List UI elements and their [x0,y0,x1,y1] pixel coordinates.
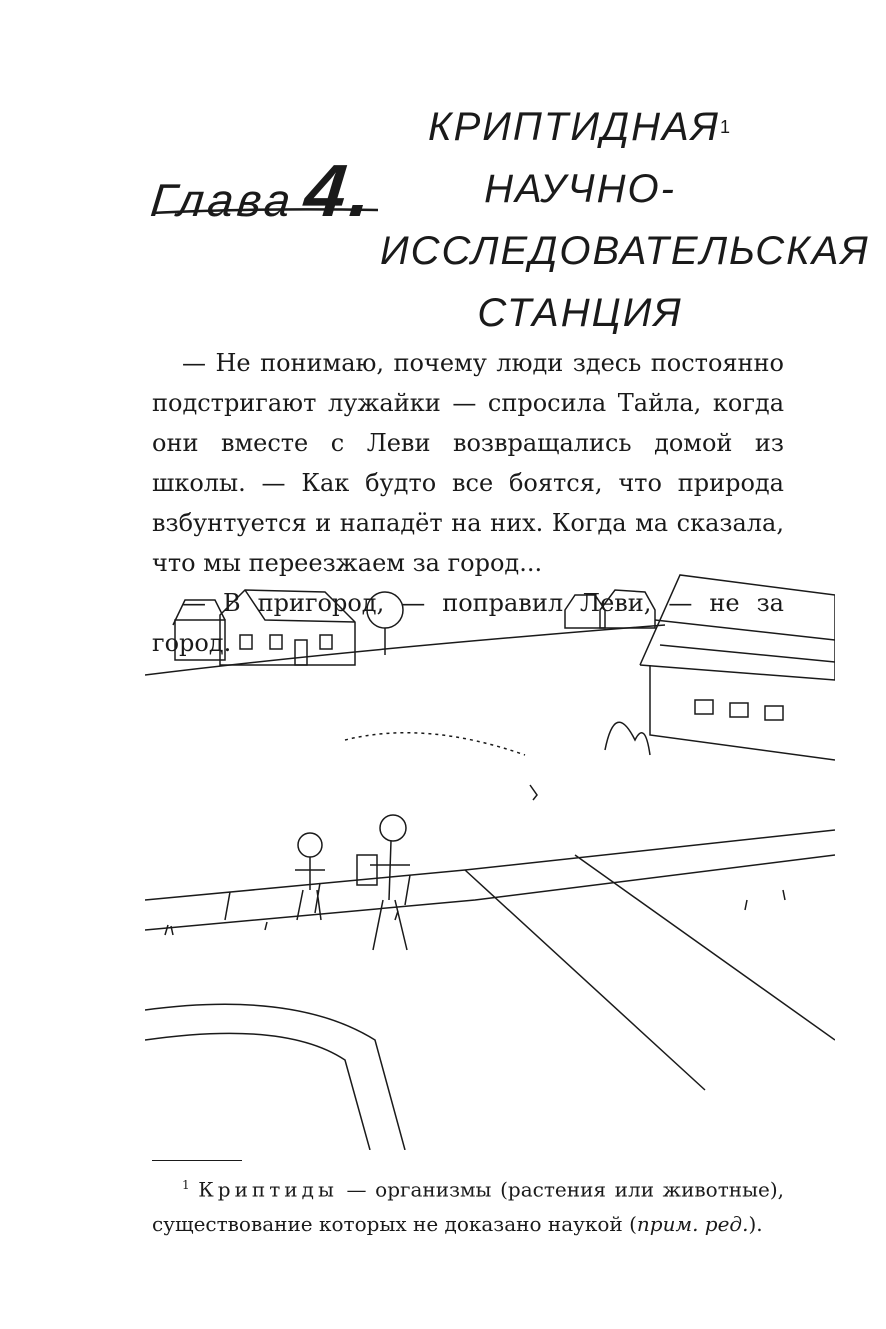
paragraph: — В пригород, — поправил Леви, — не за город. [152,589,784,657]
paragraph: — Не понимаю, почему люди здесь постоянно подстригают лужайки — спросила Тайла, когда они вместе с Леви возвращались домой из школы. — Как будто все боятся, что природа взбунтуется и нападёт на них. Когда ма сказала, что мы переезжаем за город... [152,349,784,577]
title-footnote-mark: 1 [719,117,732,137]
chapter-word: Глава [148,174,297,226]
house-left-drawing [173,590,355,665]
title-line-1: КРИПТИДНАЯ [428,105,720,149]
chapter-label [148,148,380,233]
chapter-title [380,96,870,344]
street-illustration [145,570,835,1150]
footnote-text: — организмы (растения или животные), существование которых не доказано наукой ( [152,1177,785,1236]
title-line-3: ИССЛЕДОВАТЕЛЬСКАЯ [380,229,870,273]
footnote-end: ). [748,1211,763,1236]
chapter-underline [150,208,380,214]
footnote-term: Криптиды [198,1177,338,1202]
footnote-rule [152,1160,242,1161]
chapter-number: 4. [300,149,380,232]
footnote-note: прим. ред. [636,1211,749,1236]
house-right-drawing [640,575,835,760]
title-line-4: СТАНЦИЯ [477,291,683,335]
boy-drawing [357,815,410,950]
title-line-2: НАУЧНО- [484,167,676,211]
girl-drawing [295,833,325,920]
footnote [152,1168,784,1241]
footnote-mark: 1 [182,1178,190,1192]
